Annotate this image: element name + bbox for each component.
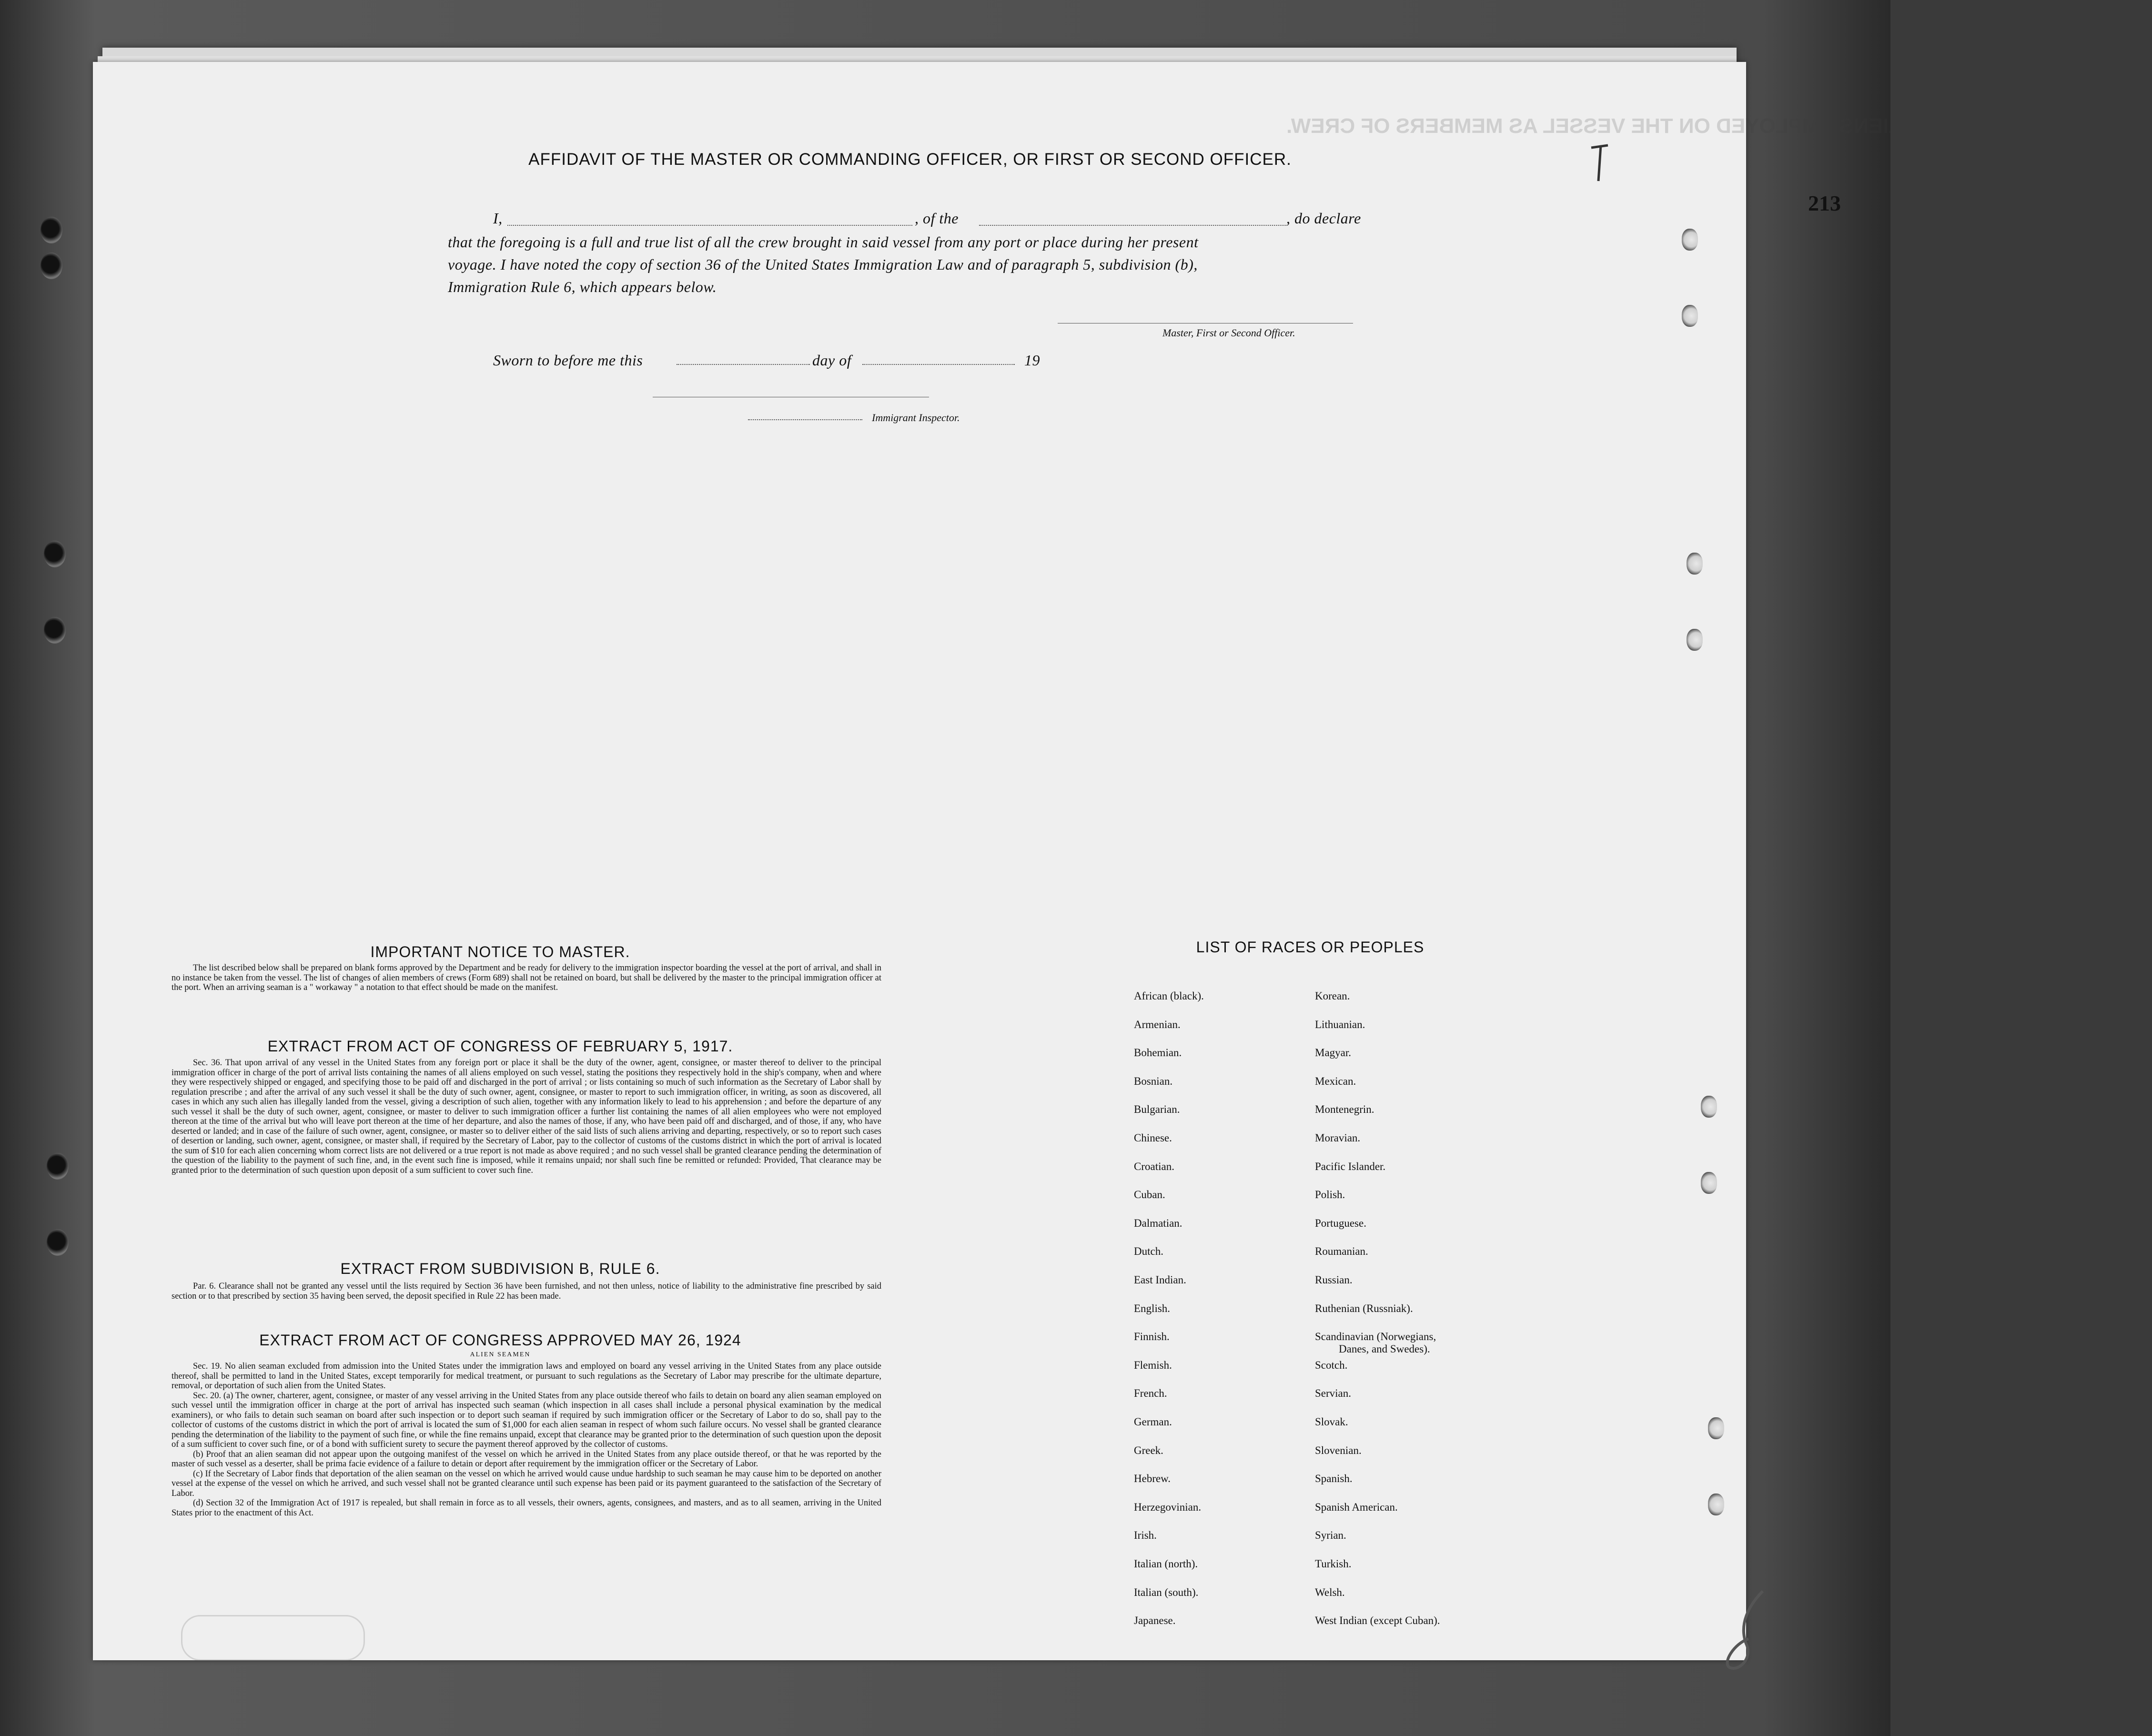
- binder-hole: [40, 252, 62, 279]
- race-item: Italian (north).: [1134, 1558, 1198, 1570]
- immigrant-inspector-label: Immigrant Inspector.: [872, 412, 960, 424]
- race-item: Syrian.: [1315, 1529, 1346, 1542]
- race-item: German.: [1134, 1416, 1172, 1428]
- race-item: Cuban.: [1134, 1189, 1165, 1201]
- rule6-title: EXTRACT FROM SUBDIVISION B, RULE 6.: [340, 1260, 660, 1277]
- race-item: Scandinavian (Norwegians,: [1315, 1331, 1436, 1343]
- sec20b-text: (b) Proof that an alien seaman did not appear upon the outgoing manifest of the vessel on which he arrived in the United States from any place outside thereof, or that he was reported by the master of such vessel as a deserter, shall be prima facie evidence of a failure to detain or deport after requirement by the immigration officer or the Secretary of Labor.: [172, 1449, 881, 1469]
- affidavit-text: that the foregoing is a full and true list of all the crew brought in said vessel from any port or place during her present: [448, 233, 1199, 251]
- extract-1917-text: Sec. 36. That upon arrival of any vessel in the United States from any foreign port or place it shall be the duty of the owner, agent, consignee, or master thereof to deliver to the principal immigration officer in charge of the port of arrival lists containing the names of all aliens employed on such vessel, stating the positions they respectively hold in the ship's company, when and where they were respectively shipped or engaged, and specifying those to be paid off and discharged in the port of arrival ; or lists containing so much of such information as the Secretary of Labor shall by regulation prescribe ; and after the arrival of any such vessel it shall be the duty of such owner, agent, consignee, or master to report to such immigration officer, in writing, as soon as discovered, all cases in which any such alien has illegally landed from the vessel, giving a description of such alien, together with any information likely to lead to his apprehension ; and before the departure of any such vessel it shall be the duty of such owner, agent, consignee, or master to deliver to such immigration officer a further list containing the names of all alien employees who were not employed thereon at the time of the arrival but who will leave port thereon at the time of her departure, and also the names of those, if any, who have been paid off and discharged, and of those, if any, who have deserted or landed; and in case of the failure of such owner, agent, consignee, or master so to deliver either of the said lists of such aliens arriving and departing, respectively, or so to report such cases of desertion or landing, such owner, agent, consignee, or master shall, if required by the Secretary of Labor, pay to the collector of customs of the customs district in which the port of arrival is located the sum of $10 for each alien concerning whom correct lists are not delivered or a true report is not made as above required ; and no such vessel shall be granted clearance pending the determination of the question of the liability to the payment of such fine, and, in the event such fine is imposed, while it remains unpaid; nor shall such fine be remitted or refunded: Provided, That clearance may be granted prior to the determination of such question upon deposit of a sum sufficient to cover such fine.: [172, 1058, 881, 1175]
- race-item: Armenian.: [1134, 1018, 1181, 1030]
- pencil-mark: [1582, 133, 1620, 191]
- race-item: Croatian.: [1134, 1160, 1174, 1172]
- inspector-dotted-line: [748, 419, 862, 420]
- race-item: Turkish.: [1315, 1558, 1352, 1570]
- race-item: Moravian.: [1315, 1132, 1361, 1144]
- pencil-signature-mark: [1720, 1586, 1777, 1682]
- sec20c-text: (c) If the Secretary of Labor finds that deportation of the alien seaman on the vessel on which he arrived would cause undue hardship to such seaman he may cause him to be deported on another vessel at the expense of the vessel on which he arrived, and such vessel shall not be granted clearance until such expense has been paid or its payment guaranteed to the satisfaction of the Secretary of Labor.: [172, 1469, 881, 1498]
- affidavit-text: Immigration Rule 6, which appears below.: [448, 278, 717, 295]
- binder-hole: [40, 217, 62, 243]
- race-item: Flemish.: [1134, 1359, 1172, 1371]
- punch-hole: [1682, 229, 1698, 251]
- race-item: Ruthenian (Russniak).: [1315, 1302, 1413, 1314]
- binder-hole: [44, 541, 66, 567]
- race-item: Lithuanian.: [1315, 1018, 1365, 1030]
- races-title: LIST OF RACES OR PEOPLES: [1196, 939, 1425, 956]
- race-item: Italian (south).: [1134, 1586, 1199, 1598]
- race-item: Dalmatian.: [1134, 1217, 1182, 1229]
- race-item: Polish.: [1315, 1189, 1345, 1201]
- race-item: French.: [1134, 1387, 1167, 1400]
- punch-hole: [1687, 629, 1703, 651]
- race-item: Japanese.: [1134, 1615, 1176, 1627]
- binder-hole: [47, 1153, 69, 1180]
- master-signature-label: Master, First or Second Officer.: [1162, 327, 1295, 339]
- race-item: Bohemian.: [1134, 1047, 1182, 1059]
- race-item: Scotch.: [1315, 1359, 1348, 1371]
- race-item: Greek.: [1134, 1444, 1163, 1456]
- affidavit-text: voyage. I have noted the copy of section 36 of the United States Immigration Law and of paragraph 5, subdivision (b),: [448, 256, 1198, 273]
- punch-hole: [1708, 1417, 1724, 1439]
- affidavit-text: I,: [493, 210, 503, 227]
- sworn-text: day of: [812, 352, 852, 369]
- race-item: Pacific Islander.: [1315, 1160, 1386, 1172]
- race-item: Chinese.: [1134, 1132, 1172, 1144]
- race-item: African (black).: [1134, 990, 1204, 1002]
- rule6-text: Par. 6. Clearance shall not be granted any vessel until the lists required by Section 36 have been furnished, and not then unless, notice of liability to the administrative fine prescribed by said section or to that prescribed by section 35 having been served, the deposit specified in Rule 22 has been made.: [172, 1282, 881, 1301]
- race-item: Montenegrin.: [1315, 1103, 1374, 1116]
- affidavit-title: AFFIDAVIT OF THE MASTER OR COMMANDING OFFICER, OR FIRST OR SECOND OFFICER.: [528, 150, 1292, 169]
- race-item: East Indian.: [1134, 1274, 1186, 1286]
- punch-hole: [1701, 1172, 1717, 1194]
- binder-hole: [47, 1229, 69, 1256]
- race-item: Magyar.: [1315, 1047, 1352, 1059]
- notice-title: IMPORTANT NOTICE TO MASTER.: [370, 943, 630, 960]
- race-item: Korean.: [1315, 990, 1350, 1002]
- binder-hole: [44, 617, 66, 644]
- race-item: Spanish American.: [1315, 1501, 1398, 1513]
- race-item: Irish.: [1134, 1529, 1157, 1542]
- sec20d-text: (d) Section 32 of the Immigration Act of 1917 is repealed, but shall remain in force as to all vessels, their owners, agents, consignees, and masters, and as to all seamen, arriving in the United States prior to the enactment of this Act.: [172, 1498, 881, 1518]
- extract-1924-title: EXTRACT FROM ACT OF CONGRESS APPROVED MAY 26, 1924: [259, 1332, 741, 1349]
- race-item: Slovenian.: [1315, 1444, 1362, 1456]
- race-item: Spanish.: [1315, 1473, 1353, 1485]
- vessel-blank-line: [979, 225, 1286, 226]
- month-blank-line: [862, 364, 1015, 365]
- extract-1917-title: EXTRACT FROM ACT OF CONGRESS OF FEBRUARY 5, 1917.: [267, 1038, 733, 1055]
- day-blank-line: [677, 364, 810, 365]
- punch-hole: [1682, 305, 1698, 327]
- race-item: Mexican.: [1315, 1075, 1356, 1087]
- race-item: English.: [1134, 1302, 1171, 1314]
- race-item: Bulgarian.: [1134, 1103, 1180, 1116]
- punch-hole: [1708, 1494, 1724, 1515]
- affidavit-text: , do declare: [1286, 210, 1361, 227]
- sec19-text: Sec. 19. No alien seaman excluded from admission into the United States under the immigration laws and employed on board any vessel arriving in the United States from any place outside thereof, shall be permitted to land in the United States, except temporarily for medical treatment, or pursuant to such regulations as the Secretary of Labor may prescribe for the ultimate departure, removal, or deportation of such alien from the United States.: [172, 1362, 881, 1391]
- extract-1924-body: [172, 1362, 881, 1518]
- affidavit-text: , of the: [915, 210, 959, 227]
- race-item: Welsh.: [1315, 1586, 1345, 1598]
- race-item: Dutch.: [1134, 1245, 1163, 1258]
- alien-seamen-subhead: ALIEN SEAMEN: [470, 1351, 531, 1358]
- sec20a-text: Sec. 20. (a) The owner, charterer, agent, consignee, or master of any vessel arriving in the United States from any place outside thereof who fails to detain on board any alien seaman employed on such vessel until the immigration officer in charge at the port of arrival has inspected such seaman (which inspection in all cases shall include a personal physical examination by the medical examiners), or who fails to detain such seaman on board after such inspection or to deport such seaman if required by such immigration officer or the Secretary of Labor to do so, shall pay to the collector of customs of the customs district in which the port of arrival is located the sum of $1,000 for each alien seaman in respect of whom such failure occurs. No vessel shall be granted clearance pending the determination of the liability to the payment of such fine, or while the fine remains unpaid, except that clearance may be granted prior to the determination of such question upon the deposit of a sum sufficient to cover such fine, or of a bond with sufficient surety to secure the payment thereof approved by the collector of customs.: [172, 1391, 881, 1449]
- race-item: Roumanian.: [1315, 1245, 1368, 1258]
- punch-hole: [1687, 553, 1703, 575]
- race-item: Portuguese.: [1315, 1217, 1366, 1229]
- race-item: Bosnian.: [1134, 1075, 1173, 1087]
- race-item: Russian.: [1315, 1274, 1353, 1286]
- race-item: Slovak.: [1315, 1416, 1348, 1428]
- race-item: Servian.: [1315, 1387, 1352, 1400]
- race-item-continuation: Danes, and Swedes).: [1339, 1343, 1430, 1355]
- sworn-text: Sworn to before me this: [493, 352, 643, 369]
- race-item: Hebrew.: [1134, 1473, 1171, 1485]
- punch-hole: [1701, 1096, 1717, 1118]
- name-blank-line: [507, 225, 912, 226]
- faint-stamp-impression: [181, 1615, 365, 1661]
- bleed-through-header: LIST OR MANIFEST OF ALIENS EMPLOYED ON THE VESSEL AS MEMBERS OF CREW.: [1286, 114, 2152, 138]
- race-item: West Indian (except Cuban).: [1315, 1615, 1440, 1627]
- race-item: Finnish.: [1134, 1331, 1170, 1343]
- sworn-text: 19: [1024, 352, 1040, 369]
- page-number: 213: [1808, 191, 1841, 215]
- notice-text: The list described below shall be prepared on blank forms approved by the Department and be ready for delivery to the immigration inspector boarding the vessel at the port of arrival, and shall in no instance be taken from the vessel. The list of changes of alien members of crews (Form 689) shall not be retained on board, but shall be delivered by the master to the principal immigration officer at the port. When an arriving seaman is a " workaway " a notation to that effect should be made on the manifest.: [172, 963, 881, 992]
- race-item: Herzegovinian.: [1134, 1501, 1202, 1513]
